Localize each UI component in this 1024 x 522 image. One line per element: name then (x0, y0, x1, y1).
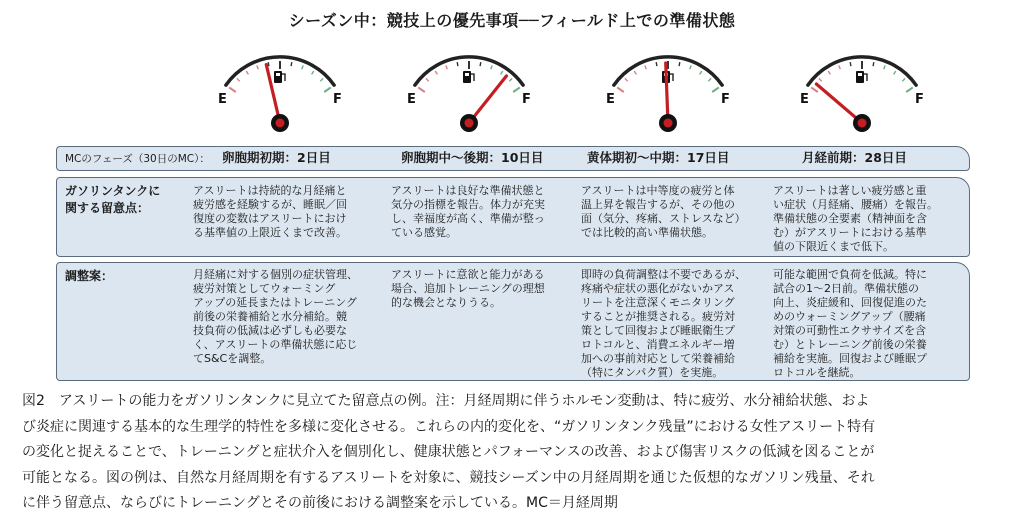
fuel-pump-icon (274, 71, 282, 83)
fuel-pump-hose (471, 74, 474, 81)
gauge-tick (509, 78, 512, 81)
gauge-tick (480, 62, 481, 66)
caption-line: 図2 アスリートの能力をガソリンタンクに見立てた留意点の例。注：月経周期に伴うホルモン変動は、特に疲労、水分補給状態、およ (22, 393, 870, 409)
adjust-cell-line: 加への事前対応として栄養補給 (581, 352, 735, 365)
phase-1: 卵胞期初期：2日目 (222, 150, 331, 165)
adjust-cell-line: 月経痛に対する個別の症状管理、 (193, 268, 358, 281)
gauge-tick (291, 62, 292, 66)
caption-line: 可能となる。図の例は、自然な月経周期を有するアスリートを対象に、競技シーズン中の月経周期を通じた仮想的なガソリン残量、それ (22, 469, 875, 486)
adjust-cell-line: 可能な範囲で負荷を低減。特に (773, 268, 927, 281)
adjust-cell-line: 即時の負荷調整は不要であるが、 (581, 268, 746, 281)
gauge-tick (634, 71, 636, 74)
adjust-cell-line: ロトコルを継続。 (773, 366, 861, 379)
adjust-cell-line: 対策の可動性エクササイズを含 (773, 324, 927, 337)
gauge-tick (418, 87, 425, 92)
adjust-cell-line: めのウォーミングアップ（腰痛 (773, 310, 926, 323)
gauge-full-label: F (333, 92, 342, 107)
gauge-tick (811, 87, 818, 92)
gauge-tick (625, 78, 628, 81)
gauge-tick (617, 87, 624, 92)
fuel-cell-3 (581, 184, 746, 240)
fuel-cell-line: 面（気分、疼痛、ストレスなど） (581, 212, 746, 225)
fuel-row-label (65, 183, 160, 217)
adjust-cell-4 (773, 268, 927, 380)
caption-line: に伴う留意点、ならびにトレーニングとその前後における調整案を示している。MC＝月経周期 (22, 495, 618, 511)
gauge-tick (873, 62, 874, 66)
gauge-tick (268, 62, 269, 66)
adjust-cell-line: リートを注意深くモニタリング (581, 296, 735, 309)
fuel-pump-icon (856, 71, 864, 83)
gauge-tick (446, 66, 448, 70)
figure-caption (22, 389, 1006, 517)
phase-band (56, 146, 970, 171)
adjust-cell-line: 向上、炎症緩和、回復促進のた (773, 296, 927, 309)
gauge-hub-center (664, 119, 673, 128)
gauge-tick (457, 62, 458, 66)
gauge-hub-center (276, 119, 285, 128)
adjustment-band (56, 262, 970, 381)
gauge-tick (491, 66, 493, 70)
adjust-row-label (65, 268, 113, 285)
fuel-cell-line: 値の下限近くまで低下。 (773, 240, 894, 253)
caption-line: び炎症に関連する基本的な生理学的特性を多様に変化させる。これらの内的変化を、“ガソリンタンク残量”における女性アスリート特有 (22, 418, 876, 435)
fuel-pump-window (276, 73, 280, 76)
gauge-full-label: F (915, 92, 924, 107)
gauge-hub-center (858, 119, 867, 128)
gauge-tick (645, 66, 647, 70)
phase-row-label: MCのフェーズ（30日のMC）： (65, 153, 210, 165)
gauge-needle (469, 76, 506, 123)
adjust-cell-line: 疼痛や症状の悪化がないかアス (581, 282, 735, 295)
gauge-tick (246, 71, 248, 74)
fuel-pump-window (465, 73, 469, 76)
gauge-tick (513, 87, 520, 92)
gauge-needle (816, 84, 862, 123)
fuel-cell-4 (773, 184, 938, 254)
gauge-empty-label: E (218, 92, 227, 107)
adjust-cell-line: ロトコルと、消費エネルギー増 (581, 338, 735, 351)
gauge-tick (708, 78, 711, 81)
fuel-cell-line: 気分の指標を報告。体力が充実 (391, 198, 545, 211)
gauge-tick (656, 62, 657, 66)
adjust-cell-line: 場合、追加トレーニングの理想 (391, 282, 545, 295)
fuel-cell-line: 疲労感を経験するが、睡眠／回 (193, 198, 347, 211)
fuel-pump-icon (463, 71, 471, 83)
gauge-tick (229, 87, 236, 92)
fuel-cell-line: る基準値の上限近くまで改善。 (193, 226, 347, 239)
fuel-pump-hose (670, 74, 673, 81)
fuel-pump-window (858, 73, 862, 76)
gauge-tick (501, 71, 503, 74)
gauge-tick (819, 78, 822, 81)
adjust-cell-line: 補給を実施。回復および睡眠プ (773, 352, 927, 365)
phase-4: 月経前期：28日目 (802, 150, 907, 165)
fuel-cell-line: い症状（月経痛、腰痛）を報告。 (773, 198, 938, 211)
gauge-tick (679, 62, 680, 66)
adjust-cell-line: アスリートに意欲と能力がある (391, 268, 545, 281)
adjust-cell-line: 技負荷の低減は必ずしも必要な (193, 324, 347, 337)
fuel-cell-line: アスリートは著しい疲労感と重 (773, 184, 927, 197)
gauge-tick (884, 66, 886, 70)
adjust-cell-line: （特にタンパク質）を実施。 (581, 366, 724, 379)
adjust-cell-line: てS&Cを調整。 (193, 352, 272, 365)
fuel-cell-line: 温上昇を報告するが、その他の (581, 198, 735, 211)
phase-2: 卵胞期中～後期：10日目 (401, 150, 544, 165)
gauge-tick (426, 78, 429, 81)
caption-line: の変化と捉えることで、トレーニングと症状介入を個別化し、健康状態とパフォーマンスの改善、および傷害リスクの低減を図ることが (22, 444, 875, 460)
fuel-cell-line: し、幸福度が高く、準備が整っ (391, 212, 545, 225)
adjust-cell-line: 的な機会となりうる。 (391, 296, 501, 309)
gauge-tick (712, 87, 719, 92)
fuel-cell-line: では比較的高い準備状態。 (581, 226, 713, 239)
gauge-tick (828, 71, 830, 74)
gauge-tick (324, 87, 331, 92)
adjust-cell-1 (193, 268, 358, 366)
adjust-cell-line: アップの延長またはトレーニング (193, 296, 358, 309)
adjust-cell-line: 疲労対策としてウォーミング (193, 282, 336, 295)
fuel-pump-hose (282, 74, 285, 81)
gauge-tick (906, 87, 913, 92)
fuel-row-label-line: ガソリンタンクに (65, 184, 161, 198)
fuel-cell-line: む）がアスリートにおける基準 (773, 226, 927, 239)
gauge-hub-center (465, 119, 474, 128)
gauge-tick (902, 78, 905, 81)
adjust-cell-line: 試合の1～2日前。準備状態の (773, 282, 919, 295)
adjust-cell-3 (581, 268, 746, 380)
gauge-tick (312, 71, 314, 74)
gauge-tick (257, 66, 259, 70)
fuel-tank-considerations-band (56, 177, 970, 257)
adjust-cell-line: む）とトレーニング前後の栄養 (773, 338, 927, 351)
adjust-cell-line: 前後の栄養補給と水分補給。競 (193, 310, 347, 323)
fuel-row-label-line: 関する留意点： (65, 201, 150, 215)
figure-title: シーズン中：競技上の優先事項──フィールド上での準備状態 (288, 11, 736, 30)
adjust-cell-2 (391, 268, 545, 310)
gauge-tick (894, 71, 896, 74)
gauge-empty-label: E (606, 92, 615, 107)
gauge-tick (435, 71, 437, 74)
gauge-tick (237, 78, 240, 81)
adjust-cell-line: く、アスリートの準備状態に応じ (193, 338, 358, 351)
adjust-row-label-line: 調整案： (65, 269, 114, 283)
fuel-cell-2 (391, 184, 545, 240)
gauge-empty-label: E (407, 92, 416, 107)
adjust-cell-line: 策として回復および睡眠衛生プ (581, 324, 735, 337)
fuel-cell-line: 復度の変数はアスリートにおけ (193, 212, 347, 225)
phase-3: 黄体期初～中期：17日目 (587, 150, 730, 165)
gauge-tick (302, 66, 304, 70)
fuel-gauges (0, 30, 1024, 142)
gauge-tick (700, 71, 702, 74)
fuel-cell-line: アスリートは持続的な月経痛と (193, 184, 347, 197)
fuel-pump-hose (864, 74, 867, 81)
gauge-full-label: F (721, 92, 730, 107)
gauge-tick (690, 66, 692, 70)
fuel-cell-line: ている感覚。 (391, 226, 457, 239)
gauge-tick (839, 66, 841, 70)
fuel-cell-line: 準備状態の全要素（精神面を含 (773, 212, 927, 225)
fuel-cell-1 (193, 184, 347, 240)
gauge-tick (850, 62, 851, 66)
gauge-tick (320, 78, 323, 81)
gauge-empty-label: E (800, 92, 809, 107)
adjust-cell-line: することが推奨される。疲労対 (581, 310, 735, 323)
gauge-full-label: F (522, 92, 531, 107)
fuel-cell-line: アスリートは良好な準備状態と (391, 184, 545, 197)
fuel-cell-line: アスリートは中等度の疲労と体 (581, 184, 735, 197)
